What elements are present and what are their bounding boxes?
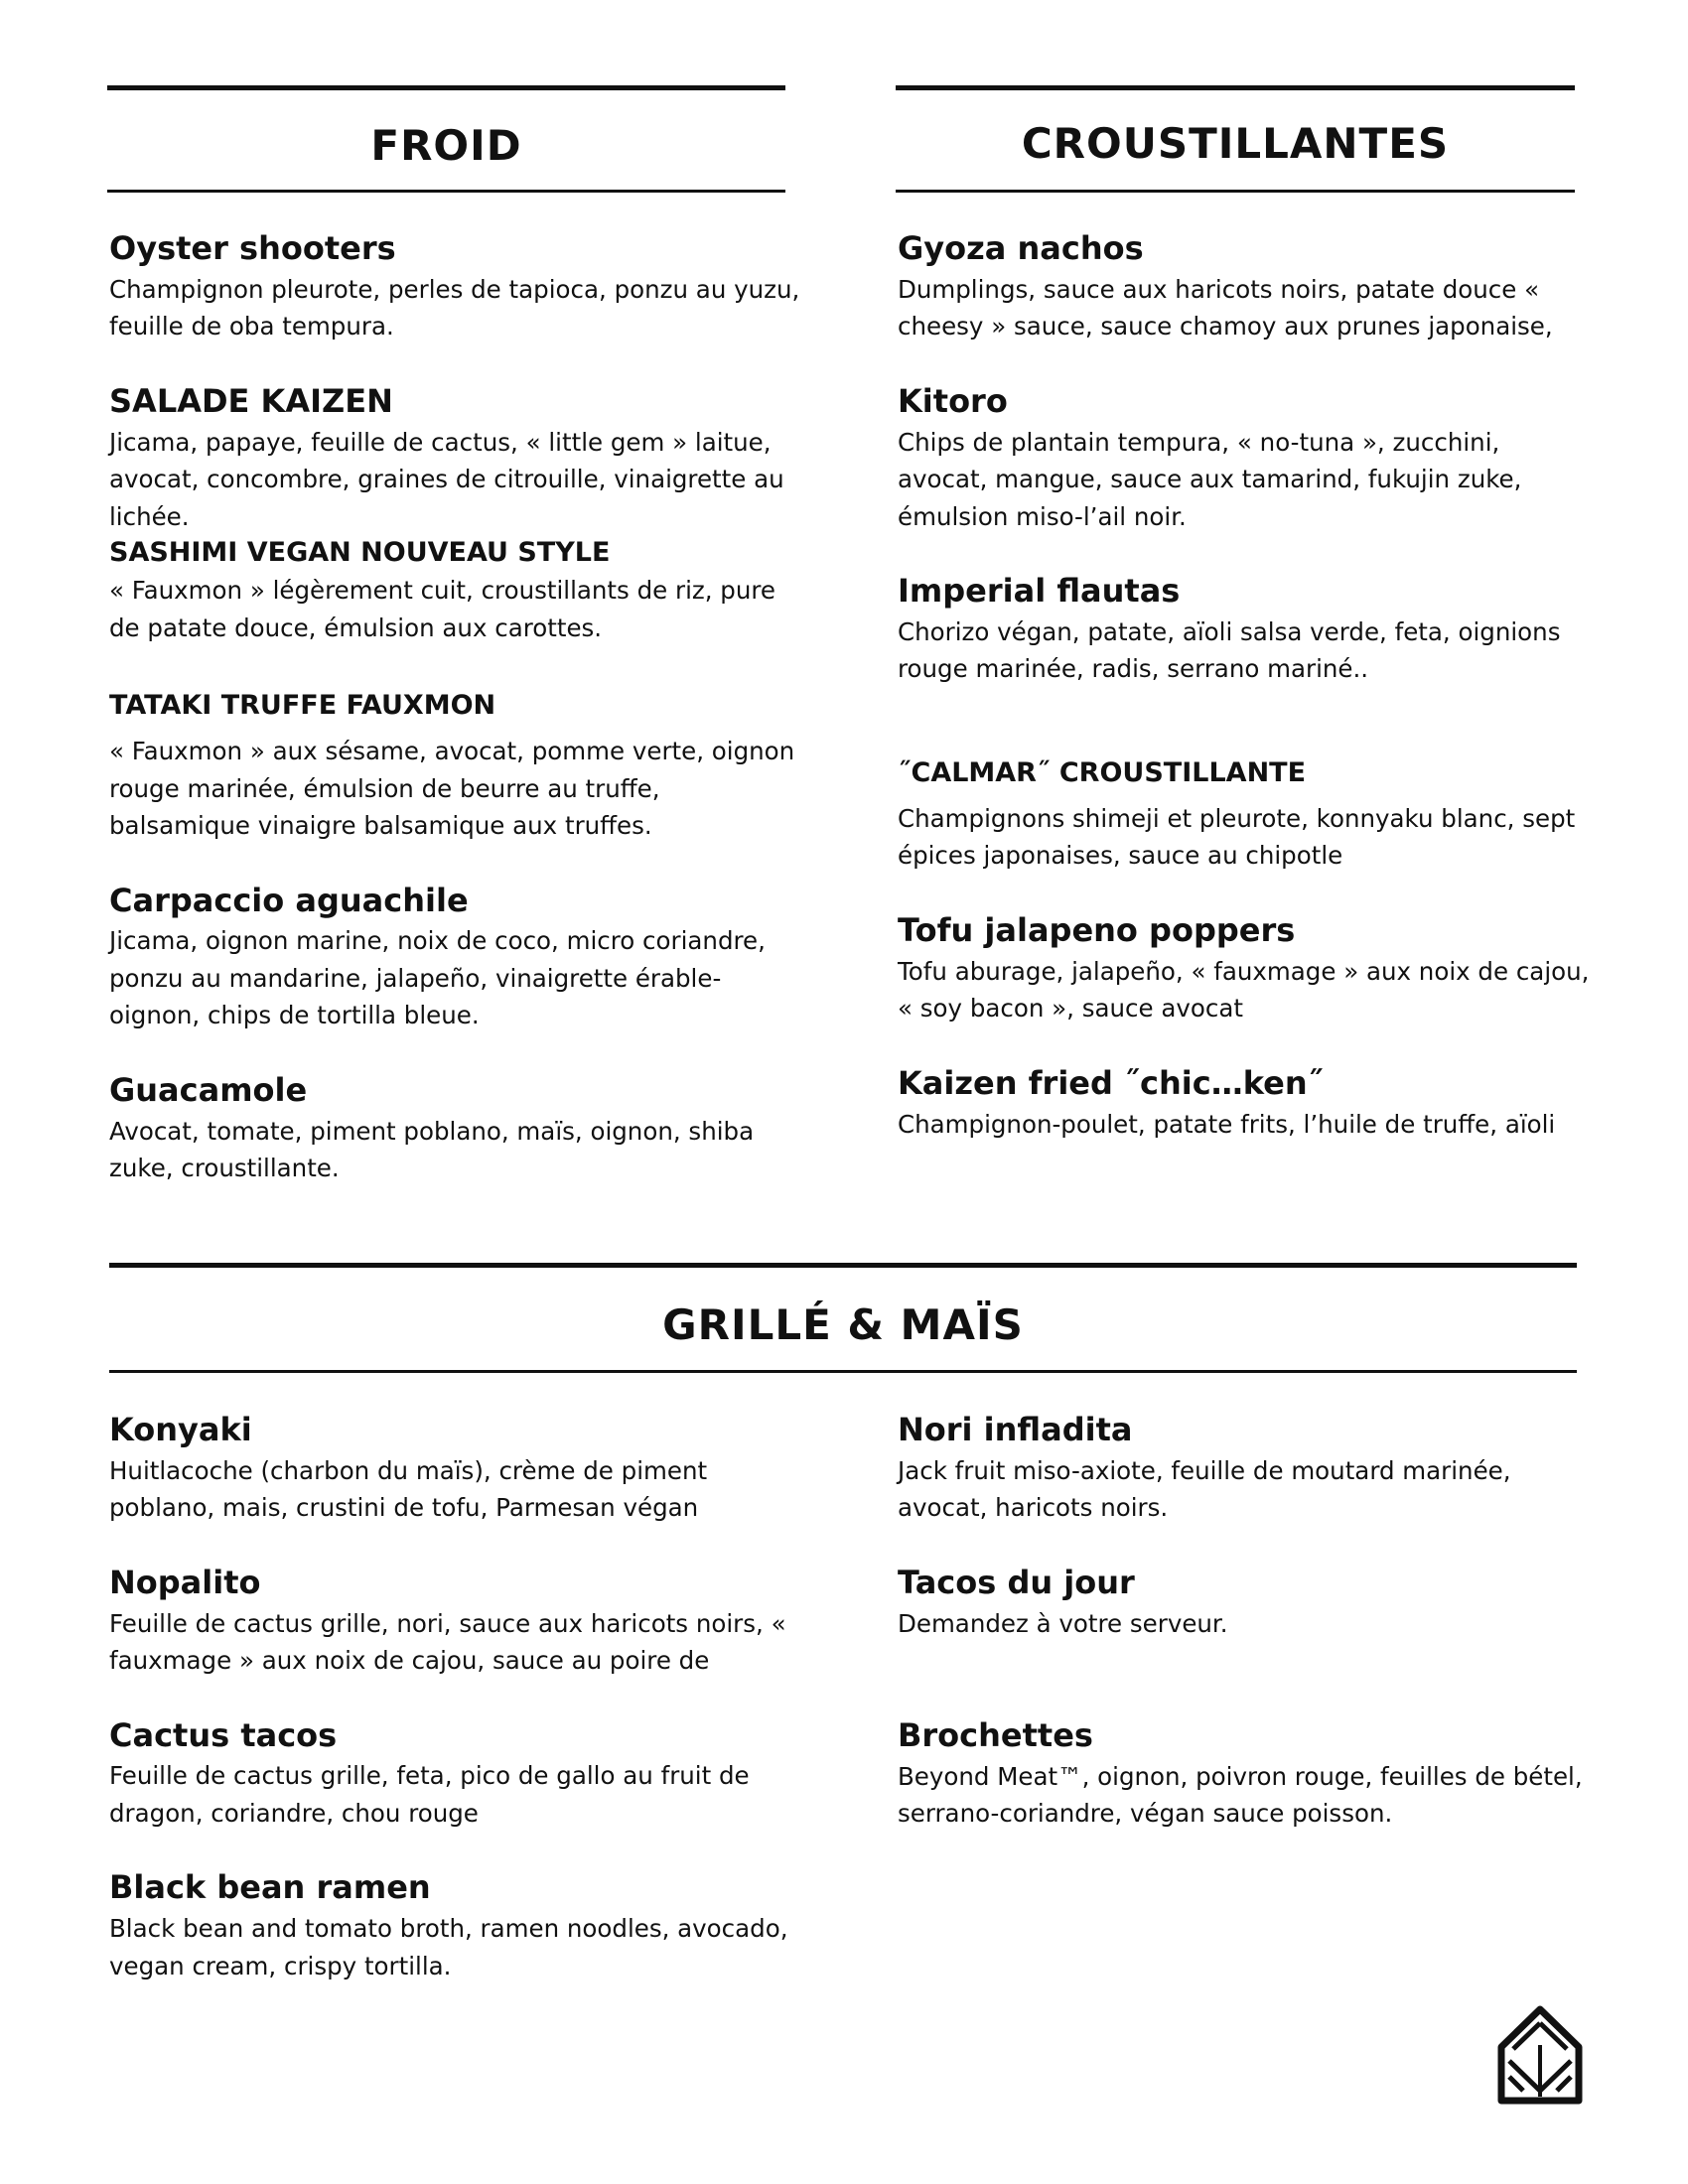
- menu-item: [109, 1072, 804, 1187]
- item-name: Tacos du jour: [898, 1563, 1135, 1601]
- menu-item: [898, 1065, 1593, 1143]
- menu-item: [109, 1869, 804, 1984]
- grille-title: GRILLÉ & MAÏS: [662, 1300, 1024, 1349]
- item-description: Chips de plantain tempura, « no-tuna », zucchini, avocat, mangue, sauce aux tamarind, fukujin zuke, émulsion miso-l’ail noir.: [898, 427, 1522, 531]
- item-name: Konyaki: [109, 1411, 252, 1448]
- item-description: Tofu aburage, jalapeño, « fauxmage » aux noix de cajou, « soy bacon », sauce avocat: [898, 956, 1590, 1024]
- menu-item: [109, 230, 804, 345]
- menu-item: [898, 230, 1593, 345]
- item-description: « Fauxmon » légèrement cuit, croustillants de riz, pure de patate douce, émulsion aux carottes.: [109, 576, 775, 642]
- grille-bottom-rule: [109, 1370, 1577, 1373]
- item-description: Champignon pleurote, perles de tapioca, ponzu au yuzu, feuille de oba tempura.: [109, 274, 800, 341]
- item-description: Jicama, oignon marine, noix de coco, micro coriandre, ponzu au mandarine, jalapeño, vinaigrette érable-oignon, chips de tortilla bleue.: [109, 926, 766, 1030]
- item-name: ˝CALMAR˝ CROUSTILLANTE: [898, 756, 1307, 788]
- menu-item: [898, 573, 1593, 688]
- item-name: Black bean ramen: [109, 1868, 431, 1907]
- grille-left-column: [109, 1412, 804, 2022]
- item-name: Nopalito: [109, 1563, 261, 1601]
- item-name: Cactus tacos: [109, 1715, 338, 1754]
- item-name: SALADE KAIZEN: [109, 381, 393, 420]
- croustillantes-column: [898, 230, 1593, 1180]
- item-name: Tofu jalapeno poppers: [898, 910, 1296, 949]
- item-name: Kaizen fried ˝chic…ken˝: [898, 1063, 1324, 1102]
- grille-top-rule: [109, 1263, 1577, 1268]
- item-description: Champignon-poulet, patate frits, l’huile de truffe, aïoli: [898, 1109, 1556, 1139]
- froid-bottom-rule: [107, 190, 785, 193]
- menu-item: [109, 690, 804, 845]
- item-name: Nori infladita: [898, 1411, 1133, 1448]
- grille-right-column: [898, 1412, 1593, 1870]
- menu-item: [109, 1412, 804, 1527]
- menu-item: [109, 537, 804, 646]
- item-description: Avocat, tomate, piment poblano, maïs, oignon, shiba zuke, croustillante.: [109, 1116, 755, 1183]
- leaf-diamond-icon: [1497, 2005, 1583, 2105]
- menu-item: [109, 1717, 804, 1833]
- grille-header: [109, 1263, 1577, 1373]
- menu-item: [109, 1565, 804, 1680]
- froid-title: FROID: [370, 121, 522, 170]
- menu-item: [898, 1717, 1593, 1833]
- item-name: Gyoza nachos: [898, 229, 1144, 267]
- item-name: TATAKI TRUFFE FAUXMON: [109, 690, 496, 722]
- item-description: Dumplings, sauce aux haricots noirs, patate douce « cheesy » sauce, sauce chamoy aux prunes japonaise,: [898, 274, 1553, 341]
- item-description: Jicama, papaye, feuille de cactus, « little gem » laitue, avocat, concombre, graines de citrouille, vinaigrette au lichée.: [109, 427, 784, 531]
- menu-item: [898, 1565, 1593, 1642]
- item-name: Oyster shooters: [109, 229, 396, 267]
- item-name: Imperial flautas: [898, 572, 1181, 611]
- item-description: Demandez à votre serveur.: [898, 1608, 1228, 1638]
- item-description: Black bean and tomato broth, ramen noodles, avocado, vegan cream, crispy tortilla.: [109, 1914, 788, 1980]
- menu-item: [898, 757, 1593, 875]
- croustillantes-header: [896, 85, 1575, 193]
- menu-item: [109, 383, 804, 535]
- croustillantes-title: CROUSTILLANTES: [1021, 119, 1450, 168]
- item-description: Chorizo végan, patate, aïoli salsa verde, feta, oignions rouge marinée, radis, serrano mariné..: [898, 616, 1561, 684]
- menu-item: [898, 912, 1593, 1027]
- item-description: Jack fruit miso-axiote, feuille de moutard marinée, avocat, haricots noirs.: [898, 1455, 1511, 1523]
- croustillantes-bottom-rule: [896, 190, 1575, 193]
- item-name: Brochettes: [898, 1716, 1093, 1755]
- froid-column: [109, 230, 804, 1225]
- menu-item: [109, 883, 804, 1034]
- froid-top-rule: [107, 85, 785, 90]
- item-name: SASHIMI VEGAN NOUVEAU STYLE: [109, 537, 611, 569]
- item-description: « Fauxmon » aux sésame, avocat, pomme verte, oignon rouge marinée, émulsion de beurre au truffe, balsamique vinaigre balsamique aux truffes.: [109, 737, 795, 841]
- menu-item: [898, 383, 1593, 535]
- item-description: Feuille de cactus grille, nori, sauce aux haricots noirs, « fauxmage » aux noix de cajou, sauce au poire de: [109, 1608, 786, 1676]
- croustillantes-top-rule: [896, 85, 1575, 90]
- item-description: Huitlacoche (charbon du maïs), crème de piment poblano, mais, crustini de tofu, Parmesan végan: [109, 1455, 708, 1523]
- item-name: Guacamole: [109, 1070, 308, 1109]
- item-name: Carpaccio aguachile: [109, 881, 469, 919]
- menu-item: [898, 1412, 1593, 1527]
- item-description: Beyond Meat™, oignon, poivron rouge, feuilles de bétel, serrano-coriandre, végan sauce poisson.: [898, 1761, 1583, 1829]
- item-description: Champignons shimeji et pleurote, konnyaku blanc, sept épices japonaises, sauce au chipotle: [898, 803, 1576, 871]
- item-name: Kitoro: [898, 381, 1008, 420]
- froid-header: [107, 85, 785, 193]
- item-description: Feuille de cactus grille, feta, pico de gallo au fruit de dragon, coriandre, chou rouge: [109, 1761, 750, 1828]
